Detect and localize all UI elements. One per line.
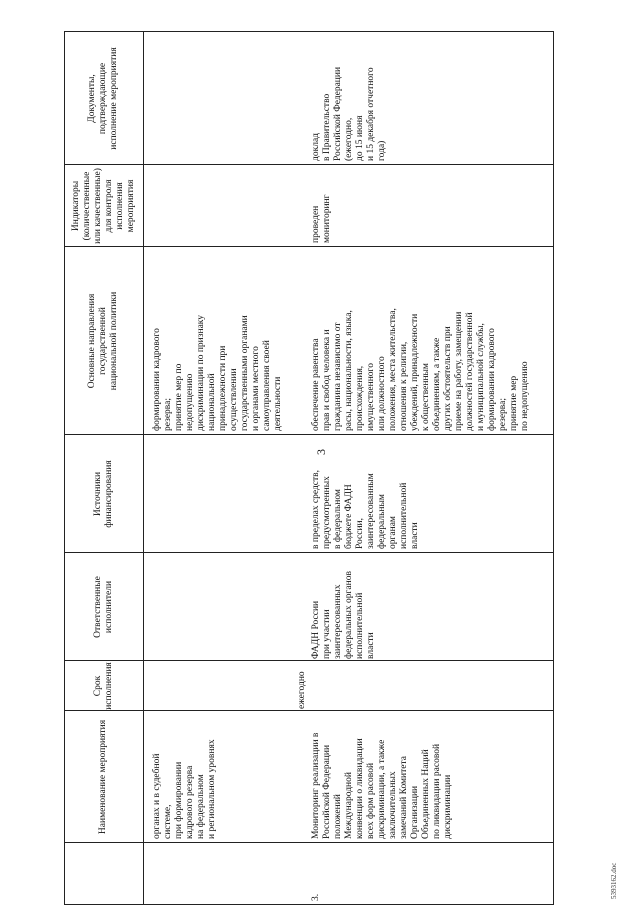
header-name: Наименование мероприятия xyxy=(98,719,108,835)
row2-directions: обеспечение равенства прав и свобод человека и гражданина независимо от расы, национальности, языка, происхождения, имущественного или должностного положения, места жительства, отношения к религии, убеждений, принадлежности к общественным объединениям, а также других обстоятельств при приеме на работу, замещении должностей государственной и муниципальной службы, формировании кадрового резерва; принятие мер по недопущению xyxy=(311,308,530,431)
row2-deadline: ежегодно xyxy=(297,671,307,709)
row2-documents: доклад в Правительство Российской Федерации (ежегодно, до 15 июня и 15 декабря отчетного года) xyxy=(311,66,387,161)
header-indicators: Индикаторы (количественные или качественные) для контроля исполнения мероприятия xyxy=(70,168,136,244)
header-funding: Источники финансирования xyxy=(92,460,114,528)
row1-directions: формировании кадрового резерва; принятие мер по недопущению дискриминации по признаку национальной принадлежности при осуществлении государственными органами и органами местного самоуправления своей деятельности xyxy=(152,314,283,431)
header-deadline: Срок исполнения xyxy=(92,662,114,710)
header-responsible: Ответственные исполнители xyxy=(92,576,114,638)
row2-indicators: проведен мониторинг xyxy=(311,194,332,243)
footer-doc-code: 5393162.doc xyxy=(610,862,618,899)
header-directions: Основные направления государственной национальной политики xyxy=(87,291,119,391)
row1-name: органах и в судебной системе, при формировании кадрового резерва на федеральном и региональном уровнях xyxy=(152,739,217,839)
row2-responsible: ФАДН России при участии заинтересованных федеральных органов исполнительной власти xyxy=(311,571,376,659)
header-documents: Документы, подтверждающие исполнение мероприятия xyxy=(87,47,119,150)
row2-funding: в пределах средств, предусмотренных в федеральном бюджете ФАДН России, заинтересованным федеральным органам исполнительной власти xyxy=(311,469,420,549)
page-number: 3 xyxy=(314,449,328,455)
row2-number: 3. xyxy=(311,893,321,901)
row2-name: Мониторинг реализации в Российской Федерации положений Международной конвенции о ликвидации всех форм расовой дискриминации, а также заключительных замечаний Комитета Организации Объединенных Наций по ликвидации расовой дискриминации xyxy=(311,732,453,839)
